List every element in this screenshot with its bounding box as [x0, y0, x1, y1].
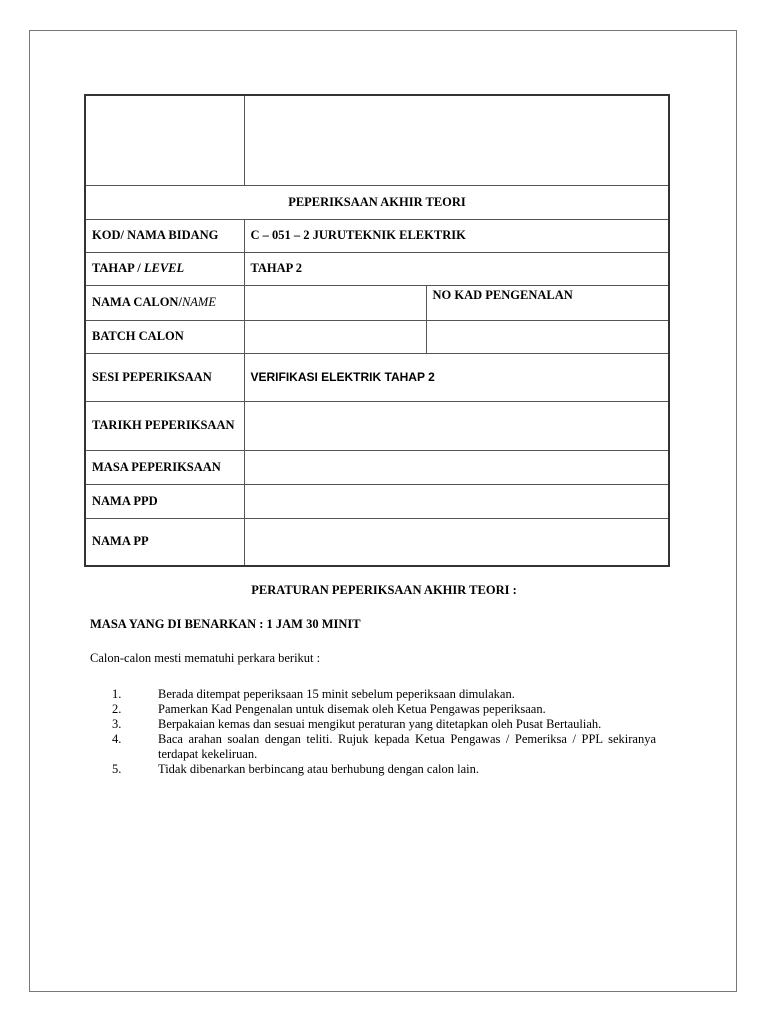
sesi-label: SESI PEPERIKSAAN: [85, 353, 244, 401]
rule-item: [90, 687, 656, 702]
rule-number: 3.: [112, 717, 122, 731]
rules-intro: Calon-calon mesti mematuhi perkara berikut :: [90, 651, 321, 665]
pp-label: NAMA PP: [85, 518, 244, 566]
nama-calon-label-italic: NAME: [181, 295, 216, 309]
no-kad-label: NO KAD PENGENALAN: [426, 285, 669, 320]
allowed-time: MASA YANG DI BENARKAN : 1 JAM 30 MINIT: [90, 617, 361, 631]
nama-calon-field: [244, 285, 426, 320]
rule-text: Berpakaian kemas dan sesuai mengikut peraturan yang ditetapkan oleh Pusat Bertauliah.: [158, 717, 602, 731]
nama-calon-label: [85, 285, 244, 320]
tarikh-label: TARIKH PEPERIKSAAN: [85, 401, 244, 450]
rules-list: [90, 687, 656, 777]
exam-info-table: [84, 94, 670, 567]
sesi-value: VERIFIKASI ELEKTRIK TAHAP 2: [244, 353, 669, 401]
masa-label: MASA PEPERIKSAAN: [85, 450, 244, 484]
tahap-label-main: TAHAP /: [92, 261, 144, 275]
rule-item: [90, 762, 656, 777]
rule-text: Baca arahan soalan dengan teliti. Rujuk kepada Ketua Pengawas / Pemeriksa / PPL sekiranya terdapat kekeliruan.: [158, 732, 656, 761]
logo-cell: [85, 95, 244, 185]
batch-field: [244, 320, 426, 353]
rule-number: 1.: [112, 687, 122, 701]
form-title: PEPERIKSAAN AKHIR TEORI: [85, 185, 669, 219]
tahap-value: TAHAP 2: [244, 252, 669, 285]
rule-number: 2.: [112, 702, 122, 716]
rule-text: Pamerkan Kad Pengenalan untuk disemak oleh Ketua Pengawas peperiksaan.: [158, 702, 546, 716]
rule-number: 5.: [112, 762, 122, 776]
nama-calon-label-main: NAMA CALON/: [92, 295, 182, 309]
tarikh-field: [244, 401, 669, 450]
ppd-label: NAMA PPD: [85, 484, 244, 518]
tahap-label-italic: LEVEL: [143, 261, 185, 275]
kod-value: C – 051 – 2 JURUTEKNIK ELEKTRIK: [244, 219, 669, 252]
rules-title: PERATURAN PEPERIKSAAN AKHIR TEORI :: [251, 583, 517, 597]
rule-number: 4.: [112, 732, 122, 746]
kod-label: KOD/ NAMA BIDANG: [85, 219, 244, 252]
header-blank-cell: [244, 95, 669, 185]
document-page: [29, 30, 737, 992]
rule-item: [90, 717, 656, 732]
no-kad-field: [426, 320, 669, 353]
rule-text: Berada ditempat peperiksaan 15 minit sebelum peperiksaan dimulakan.: [158, 687, 515, 701]
tahap-label: [85, 252, 244, 285]
batch-label: BATCH CALON: [85, 320, 244, 353]
ppd-field: [244, 484, 669, 518]
rule-item: [90, 732, 656, 762]
rule-item: [90, 702, 656, 717]
masa-field: [244, 450, 669, 484]
rule-text: Tidak dibenarkan berbincang atau berhubung dengan calon lain.: [158, 762, 479, 776]
pp-field: [244, 518, 669, 566]
